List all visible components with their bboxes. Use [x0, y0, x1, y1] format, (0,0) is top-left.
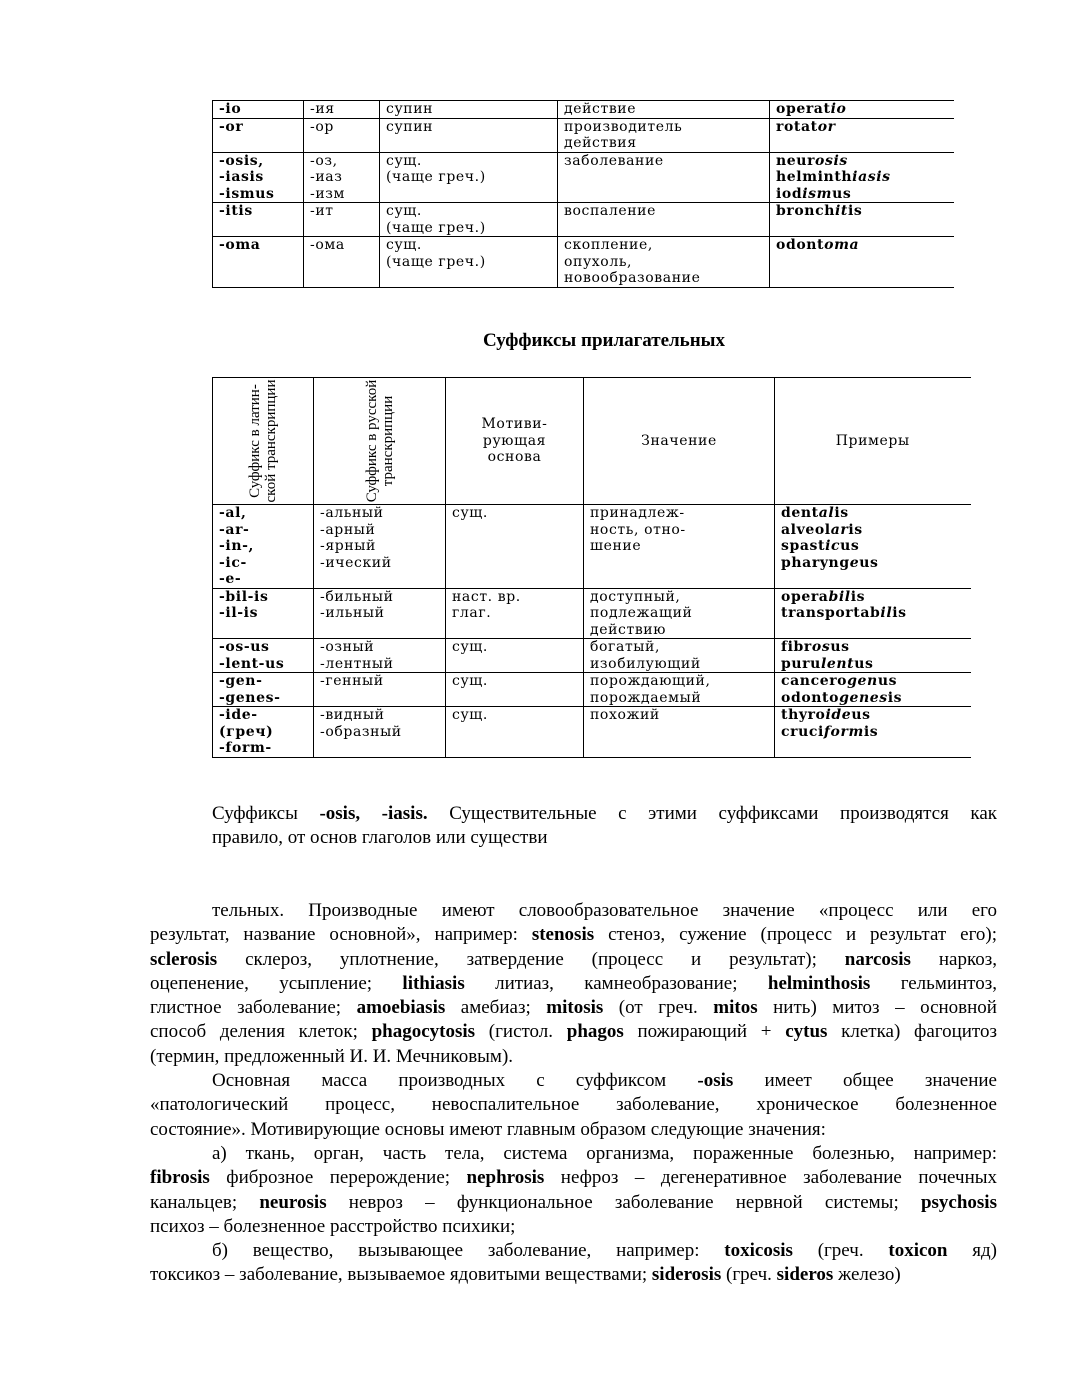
- noun-latin-suffix: -oma: [213, 237, 304, 288]
- table-row: [213, 152, 954, 203]
- text-line: sclerosis склероз, уплотнение, затвердение (процесс и результат); narcosis наркоз,: [150, 948, 998, 970]
- adj-latin-suffix: -bil-is -il-is: [213, 588, 314, 639]
- noun-russian-suffix: -ит: [304, 203, 380, 237]
- adj-meaning: порождающий, порождаемый: [584, 673, 775, 707]
- header-latin-transcription: Суффикс в латин- ской транскрипции: [213, 378, 314, 505]
- adj-meaning: доступный, подлежащий действию: [584, 588, 775, 639]
- text-line: результат, название основной», например: stenosis стеноз, сужение (процесс и результат его);: [150, 924, 997, 946]
- table-row: [213, 237, 954, 288]
- noun-example: odontoma: [770, 237, 954, 288]
- adj-russian-suffix: -бильный -ильный: [314, 588, 446, 639]
- noun-russian-suffix: -оз, -иаз -изм: [304, 152, 380, 203]
- paragraph-main-mass: [150, 1069, 997, 1142]
- adjective-suffix-table: [212, 377, 971, 758]
- header-russian-transcription: Суффикс в русской транскрипции: [314, 378, 446, 505]
- noun-latin-suffix: -itis: [213, 203, 304, 237]
- paragraph-item-a: [150, 1142, 997, 1239]
- noun-motivating-stem: сущ. (чаще греч.): [380, 152, 558, 203]
- text-line: «патологический процесс, невоспалительное заболевание, хроническое болезненное: [150, 1094, 997, 1116]
- text-line: канальцев; neurosis невроз – функциональное заболевание нервной системы; psychosis: [150, 1191, 997, 1213]
- text-line: способ деления клеток; phagocytosis (гистол. phagos пожирающий + cytus клетка) фагоцитоз: [150, 1021, 997, 1043]
- paragraph-osis-intro: [150, 802, 997, 851]
- noun-latin-suffix: -or: [213, 118, 304, 152]
- paragraph-item-b: [150, 1239, 997, 1288]
- adj-motivating-stem: наст. вр. глаг.: [446, 588, 584, 639]
- header-meaning: Значение: [584, 378, 775, 505]
- adj-motivating-stem: сущ.: [446, 505, 584, 589]
- noun-latin-suffix: -osis, -iasis -ismus: [213, 152, 304, 203]
- noun-meaning: действие: [558, 101, 770, 119]
- text-line: психоз – болезненное расстройство психики;: [150, 1215, 516, 1237]
- noun-example: rotator: [770, 118, 954, 152]
- adj-motivating-stem: сущ.: [446, 673, 584, 707]
- noun-russian-suffix: -ия: [304, 101, 380, 119]
- text-line: а) ткань, орган, часть тела, система организма, пораженные болезнью, например:: [212, 1143, 997, 1164]
- text-line: Основная масса производных с суффиксом -osis имеет общее значение: [212, 1070, 997, 1091]
- text-line: глистное заболевание; amoebiasis амебиаз; mitosis (от греч. mitos нить) митоз – основной: [150, 997, 997, 1019]
- noun-latin-suffix: -io: [213, 101, 304, 119]
- noun-motivating-stem: супин: [380, 118, 558, 152]
- noun-meaning: производитель действия: [558, 118, 770, 152]
- table-row: [213, 505, 971, 589]
- adj-example: cancerogenus odontogenesis: [775, 673, 971, 707]
- noun-russian-suffix: -ор: [304, 118, 380, 152]
- text-line: оцепенение, усыпление; lithiasis литиаз, камнеобразование; helminthosis гельминтоз,: [150, 972, 997, 994]
- text-line: правило, от основ глаголов или существи: [212, 827, 548, 849]
- adj-latin-suffix: -ide- (греч) -form-: [213, 707, 314, 758]
- adj-meaning: принадлеж- ность, отно- шение: [584, 505, 775, 589]
- noun-motivating-stem: сущ. (чаще греч.): [380, 237, 558, 288]
- text-line: fibrosis фиброзное перерождение; nephrosis нефроз – дегенеративное заболевание почечных: [150, 1167, 998, 1189]
- header-examples: Примеры: [775, 378, 971, 505]
- table-row: [213, 707, 971, 758]
- text-line: состояние». Мотивирующие основы имеют главным образом следующие значения:: [150, 1118, 826, 1140]
- adj-motivating-stem: сущ.: [446, 639, 584, 673]
- table-row: [213, 673, 971, 707]
- adj-motivating-stem: сущ.: [446, 707, 584, 758]
- noun-russian-suffix: -ома: [304, 237, 380, 288]
- adj-russian-suffix: -генный: [314, 673, 446, 707]
- noun-motivating-stem: сущ. (чаще греч.): [380, 203, 558, 237]
- adj-latin-suffix: -gen- -genes-: [213, 673, 314, 707]
- noun-example: bronchitis: [770, 203, 954, 237]
- noun-meaning: заболевание: [558, 152, 770, 203]
- adj-russian-suffix: -озный -лентный: [314, 639, 446, 673]
- text-line: (термин, предложенный И. И. Мечниковым).: [150, 1045, 514, 1067]
- adj-example: fibrosus purulentus: [775, 639, 971, 673]
- text-line: Суффиксы -osis, -iasis. Существительные с этими суффиксами производятся как: [212, 803, 997, 824]
- adj-latin-suffix: -os-us -lent-us: [213, 639, 314, 673]
- adj-russian-suffix: -видный -образный: [314, 707, 446, 758]
- text-line: токсикоз – заболевание, вызываемое ядовитыми веществами; siderosis (греч. sideros железо): [150, 1264, 901, 1286]
- adj-meaning: богатый, изобилующий: [584, 639, 775, 673]
- table-row: [213, 101, 954, 119]
- adj-example: thyroideus cruciformis: [775, 707, 971, 758]
- adj-latin-suffix: -al, -ar- -in-, -ic- -e-: [213, 505, 314, 589]
- noun-motivating-stem: супин: [380, 101, 558, 119]
- noun-suffix-table: [212, 100, 954, 288]
- text-line: б) вещество, вызывающее заболевание, например: toxicosis (греч. toxicon яд): [212, 1240, 998, 1261]
- noun-example: operatio: [770, 101, 954, 119]
- header-motivating-stem: Мотиви- рующая основа: [446, 378, 584, 505]
- table-row: [213, 639, 971, 673]
- text-line: тельных. Производные имеют словообразовательное значение «процесс или его: [212, 900, 997, 921]
- section-heading: Суффиксы прилагательных: [482, 330, 726, 351]
- noun-meaning: воспаление: [558, 203, 770, 237]
- table-row: [213, 203, 954, 237]
- table-row: [213, 588, 971, 639]
- adj-russian-suffix: -альный -арный -ярный -ический: [314, 505, 446, 589]
- table-row: [213, 118, 954, 152]
- paragraph-derivatives: [150, 899, 997, 1069]
- adj-example: operabilis transportabilis: [775, 588, 971, 639]
- adj-meaning: похожий: [584, 707, 775, 758]
- noun-meaning: скопление, опухоль, новообразование: [558, 237, 770, 288]
- noun-example: neurosis helminthiasis iodismus: [770, 152, 954, 203]
- adj-example: dentalis alveolaris spasticus pharyngeus: [775, 505, 971, 589]
